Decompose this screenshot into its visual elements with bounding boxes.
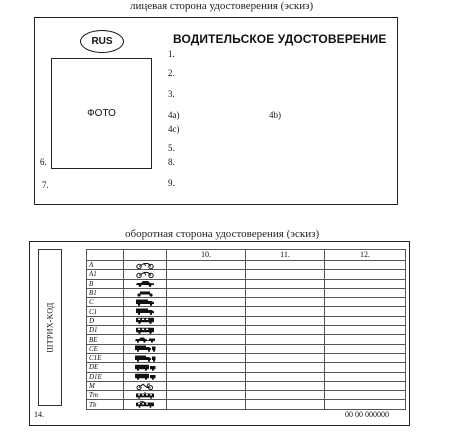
column-10-cell: [167, 381, 246, 390]
column-12-cell: [325, 391, 406, 400]
column-11-cell: [246, 261, 325, 270]
category-icon-cell: [124, 372, 167, 381]
category-row: [87, 335, 406, 344]
column-10-cell: [167, 372, 246, 381]
column-12-cell: [325, 270, 406, 279]
column-12-cell: [325, 344, 406, 353]
column-11-cell: [246, 353, 325, 362]
field-2: 2.: [168, 68, 175, 78]
truck-trailer-icon: [124, 355, 166, 362]
photo-label: ФОТО: [87, 108, 116, 119]
column-11-cell: [246, 279, 325, 288]
category-icon-cell: [124, 298, 167, 307]
column-10-cell: [167, 261, 246, 270]
column-10-cell: [167, 307, 246, 316]
column-11-cell: [246, 307, 325, 316]
category-row: [87, 288, 406, 297]
category-icon-cell: [124, 344, 167, 353]
column-11-cell: [246, 335, 325, 344]
column-10-cell: [167, 279, 246, 288]
category-row: [87, 298, 406, 307]
column-11-cell: [246, 344, 325, 353]
bus-trailer-icon: [124, 364, 166, 371]
serial-number: 00 00 000000: [345, 410, 389, 419]
column-11-cell: [246, 326, 325, 335]
category-icon-cell: [124, 391, 167, 400]
field-4c: 4c): [168, 124, 180, 134]
category-icon-cell: [124, 288, 167, 297]
field-5: 5.: [168, 143, 175, 153]
category-row: [87, 279, 406, 288]
barcode-label: ШТРИХ-КОД: [45, 302, 55, 353]
category-row: [87, 372, 406, 381]
column-10-cell: [167, 391, 246, 400]
car-trailer-icon: [124, 336, 166, 343]
column-12-cell: [325, 307, 406, 316]
column-12-cell: [325, 261, 406, 270]
category-row: [87, 326, 406, 335]
category-label: A: [87, 261, 124, 270]
column-10-cell: [167, 353, 246, 362]
column-10-cell: [167, 363, 246, 372]
bus-trailer-icon: [124, 373, 166, 380]
category-label: DE: [87, 363, 124, 372]
category-row: [87, 344, 406, 353]
column-11-cell: [246, 298, 325, 307]
column-10-cell: [167, 335, 246, 344]
categories-table: [86, 249, 406, 410]
category-label: D: [87, 316, 124, 325]
license-title: ВОДИТЕЛЬСКОЕ УДОСТОВЕРЕНИЕ: [173, 32, 387, 46]
truck-icon: [124, 299, 166, 306]
column-11-cell: [246, 288, 325, 297]
category-icon-cell: [124, 363, 167, 372]
column-11-cell: [246, 363, 325, 372]
motorcycle-icon: [124, 271, 166, 278]
category-row: [87, 316, 406, 325]
categories-header-row: [87, 250, 406, 261]
country-code-oval: [80, 30, 124, 53]
column-12-cell: [325, 381, 406, 390]
category-row: [87, 270, 406, 279]
back-caption: оборотная сторона удостоверения (эскиз): [125, 228, 320, 240]
scooter-icon: [124, 383, 166, 390]
car-icon: [124, 280, 166, 287]
field-6: 6.: [40, 157, 47, 167]
truck-icon: [124, 308, 166, 315]
category-row: [87, 261, 406, 270]
category-row: [87, 391, 406, 400]
category-row: [87, 307, 406, 316]
column-12-cell: [325, 316, 406, 325]
header-blank: [124, 250, 167, 261]
category-icon-cell: [124, 279, 167, 288]
bus-icon: [124, 327, 166, 334]
trolleybus-icon: [124, 401, 166, 408]
category-icon-cell: [124, 353, 167, 362]
column-12-cell: [325, 326, 406, 335]
column-11-cell: [246, 391, 325, 400]
category-label: B1: [87, 288, 124, 297]
field-1: 1.: [168, 49, 175, 59]
truck-trailer-icon: [124, 345, 166, 352]
category-label: A1: [87, 270, 124, 279]
field-14: 14.: [34, 410, 44, 419]
category-icon-cell: [124, 316, 167, 325]
photo-placeholder: [51, 58, 152, 169]
front-caption: лицевая сторона удостоверения (эскиз): [130, 0, 314, 12]
category-icon-cell: [124, 270, 167, 279]
category-label: D1E: [87, 372, 124, 381]
column-11-cell: [246, 270, 325, 279]
field-3: 3.: [168, 89, 175, 99]
category-label: Tm: [87, 391, 124, 400]
category-row: [87, 400, 406, 409]
column-10-cell: [167, 344, 246, 353]
motorcycle-icon: [124, 262, 166, 269]
column-10-cell: [167, 326, 246, 335]
field-9: 9.: [168, 178, 175, 188]
column-10-cell: [167, 288, 246, 297]
field-4b: 4b): [269, 110, 281, 120]
category-row: [87, 363, 406, 372]
column-11-cell: [246, 381, 325, 390]
category-icon-cell: [124, 335, 167, 344]
column-11-cell: [246, 372, 325, 381]
category-label: D1: [87, 326, 124, 335]
category-label: C1: [87, 307, 124, 316]
column-10-header: 10.: [167, 250, 246, 261]
column-12-header: 12.: [325, 250, 406, 261]
column-10-cell: [167, 316, 246, 325]
column-10-cell: [167, 298, 246, 307]
category-label: M: [87, 381, 124, 390]
column-10-cell: [167, 400, 246, 409]
category-label: C1E: [87, 353, 124, 362]
column-11-header: 11.: [246, 250, 325, 261]
field-8: 8.: [168, 157, 175, 167]
column-10-cell: [167, 270, 246, 279]
field-7: 7.: [42, 180, 49, 190]
barcode-area: [38, 249, 62, 406]
column-12-cell: [325, 372, 406, 381]
tricycle-icon: [124, 290, 166, 297]
column-12-cell: [325, 279, 406, 288]
category-row: [87, 381, 406, 390]
category-label: BE: [87, 335, 124, 344]
category-label: CE: [87, 344, 124, 353]
column-11-cell: [246, 316, 325, 325]
column-12-cell: [325, 288, 406, 297]
category-icon-cell: [124, 261, 167, 270]
field-4a: 4a): [168, 110, 180, 120]
category-icon-cell: [124, 400, 167, 409]
country-code: RUS: [91, 36, 113, 47]
category-icon-cell: [124, 307, 167, 316]
column-11-cell: [246, 400, 325, 409]
category-label: C: [87, 298, 124, 307]
column-12-cell: [325, 298, 406, 307]
category-row: [87, 353, 406, 362]
category-icon-cell: [124, 381, 167, 390]
column-12-cell: [325, 335, 406, 344]
column-12-cell: [325, 400, 406, 409]
column-12-cell: [325, 353, 406, 362]
category-label: B: [87, 279, 124, 288]
category-icon-cell: [124, 326, 167, 335]
category-label: Tb: [87, 400, 124, 409]
tram-icon: [124, 392, 166, 399]
bus-icon: [124, 317, 166, 324]
header-blank: [87, 250, 124, 261]
column-12-cell: [325, 363, 406, 372]
